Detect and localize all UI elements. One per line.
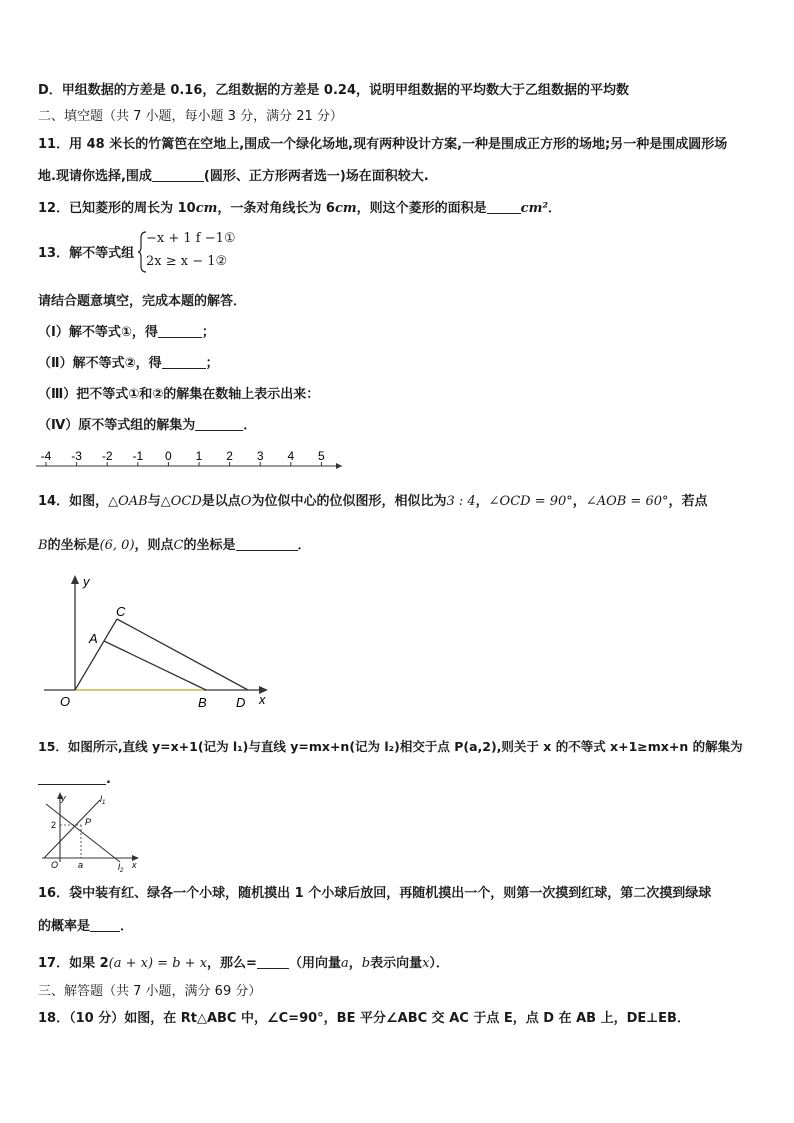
q13-step4-blank[interactable] <box>195 416 243 431</box>
number-line-tick-label: 4 <box>287 449 295 463</box>
q16-text-a: 的概率是 <box>38 919 91 934</box>
q12-unit-cm2: cm² <box>520 201 549 216</box>
q14-point-b: B <box>38 538 48 553</box>
q14-text-j: 的坐标是 <box>183 538 236 553</box>
q13-step4-text: （Ⅳ）原不等式组的解集为 <box>38 418 196 433</box>
number-line-tick-label: 2 <box>226 449 233 463</box>
q13-step2-text: （Ⅱ）解不等式②，得 <box>38 356 162 371</box>
q14-text-i: ，则点 <box>134 538 174 553</box>
q14-text-e: ， <box>475 494 489 509</box>
q17-answer-blank[interactable] <box>257 954 289 969</box>
fig14-label-c: C <box>116 604 126 619</box>
q12-unit-cm: cm <box>195 201 218 216</box>
q14-coord-b: (6, 0) <box>99 538 135 553</box>
number-line-tick-label: 5 <box>318 449 325 463</box>
fig15-label-l1-sub: 1 <box>102 800 106 806</box>
q15-text: 15．如图所示,直线 y=x+1(记为 l₁)与直线 y=mx+n(记为 l₂)相交于点 P(a,2),则关于 x 的不等式 x+1≥mx+n 的解集为 <box>38 739 743 754</box>
fig14-label-y: y <box>83 574 90 589</box>
q14-text-g: ，若点 <box>668 494 708 509</box>
number-line-tick-label: -3 <box>71 449 82 463</box>
fig14-label-b: B <box>198 695 207 710</box>
q17-vector-a: a <box>340 956 349 971</box>
q14-line2 <box>38 536 311 555</box>
q13-step2-blank[interactable] <box>162 354 206 369</box>
fig14-label-o: O <box>60 694 71 709</box>
number-line-tick-label: 3 <box>256 449 264 463</box>
q13-step2-end: ； <box>205 356 219 371</box>
q13-step1-text: （Ⅰ）解不等式①，得 <box>38 325 158 340</box>
q16-line1: 16．袋中装有红、绿各一个小球，随机摸出 1 个小球后放回，再随机摸出一个，则第一次摸到红球，第二次摸到绿球 <box>38 886 712 901</box>
q14-answer-blank[interactable] <box>236 536 298 551</box>
q14-text-d: 为位似中心的位似图形，相似比为 <box>251 494 447 509</box>
fig15-label-2: 2 <box>51 820 57 830</box>
q14-triangle-ocd: △OCD <box>160 494 202 509</box>
fig14-label-a: A <box>89 631 98 646</box>
fig15-label-x: x <box>132 860 137 870</box>
q13-label: 13．解不等式组 <box>38 246 135 261</box>
q14-triangle-oab: △OAB <box>108 494 148 509</box>
q13-inequality-2: 2x ≥ x − 1② <box>146 254 228 269</box>
q15-end: . <box>106 772 111 787</box>
q13-intro: 请结合题意填空，完成本题的解答． <box>38 294 247 309</box>
fig15-label-l2-letter: l <box>118 862 120 872</box>
q17-text-d: ， <box>348 956 362 971</box>
q13-step2 <box>38 354 219 373</box>
q14-figure <box>40 572 280 712</box>
q15-answer-line <box>38 770 111 789</box>
number-line-tick-label: 1 <box>195 449 203 463</box>
q14-text-k: ． <box>297 538 311 553</box>
q12-text-b: ，一条对角线长为 6 <box>217 201 335 216</box>
option-d: D．甲组数据的方差是 0.16，乙组数据的方差是 0.24，说明甲组数据的平均数大于乙组数据的平均数 <box>38 83 629 98</box>
fig15-label-p: P <box>85 817 92 827</box>
q14-ratio: 3 : 4 <box>446 494 476 509</box>
q18-text: 18．（10 分）如图，在 Rt△ABC 中，∠C=90°，BE 平分∠ABC 交 AC 于点 E，点 D 在 AB 上，DE⊥EB． <box>38 1011 690 1026</box>
q11-text-a: 地.现请你选择,围成 <box>38 169 152 184</box>
q14-point-o: O <box>240 494 252 509</box>
section-3-heading: 三、解答题（共 7 小题，满分 69 分） <box>38 984 262 999</box>
q11-line2 <box>38 167 429 186</box>
q12-text-a: 12．已知菱形的周长为 10 <box>38 201 196 216</box>
q11-text-b: (圆形、正方形两者选一)场在面积较大. <box>203 169 429 184</box>
number-line-tick-label: -4 <box>40 449 52 463</box>
q12-answer-blank[interactable] <box>487 199 521 214</box>
q17 <box>38 954 449 973</box>
q11-line1: 11．用 48 米长的竹篱笆在空地上,围成一个绿化场地,现有两种设计方案,一种是围成正方形的场地;另一种是围成圆形场 <box>38 137 728 152</box>
q16-answer-blank[interactable] <box>90 917 120 932</box>
section-2-heading: 二、填空题（共 7 小题，每小题 3 分，满分 21 分） <box>38 109 343 124</box>
fig14-label-d: D <box>236 695 246 710</box>
q14-line1 <box>38 493 708 511</box>
q14-text-b: 与 <box>147 494 161 509</box>
number-line <box>36 446 346 474</box>
q13-step3: （Ⅲ）把不等式①和②的解集在数轴上表示出来： <box>38 387 320 402</box>
q13-step4-end: ． <box>243 418 257 433</box>
q12-end: ． <box>548 201 562 216</box>
q13-inequality-1: −x + 1 f −1① <box>146 231 236 246</box>
q17-expression: (a + x) = b + x <box>108 956 208 971</box>
q14-point-c: C <box>173 538 184 553</box>
q17-text-c: （用向量 <box>288 956 341 971</box>
fig15-label-y: y <box>61 793 66 803</box>
q15-answer-blank[interactable] <box>38 770 106 785</box>
q13-step1 <box>38 323 215 342</box>
q15-figure <box>38 790 148 874</box>
q13-step1-blank[interactable] <box>158 323 202 338</box>
q12-text-c: ，则这个菱形的面积是 <box>356 201 487 216</box>
number-line-tick-label: 0 <box>165 449 172 463</box>
q11-answer-blank[interactable] <box>152 167 204 182</box>
q14-text-h: 的坐标是 <box>47 538 100 553</box>
number-line-tick-label: -1 <box>132 449 144 463</box>
q12 <box>38 199 561 218</box>
q13-step1-end: ； <box>201 325 215 340</box>
q14-text-f: ， <box>572 494 586 509</box>
q17-text-f: ）． <box>429 956 449 971</box>
q17-text-b: ，那么= <box>207 956 257 971</box>
number-line-tick-label: -2 <box>101 449 113 463</box>
q14-text-a: 14．如图， <box>38 494 109 509</box>
q14-angle-aob: ∠AOB = 60° <box>585 494 669 509</box>
q17-text-e: 表示向量 <box>370 956 423 971</box>
q17-vector-b: b <box>361 956 371 971</box>
q13-step4 <box>38 416 256 435</box>
fig14-label-x: x <box>259 692 266 707</box>
q17-vector-x: x <box>422 956 430 971</box>
fig15-label-l2-sub: 2 <box>120 868 124 874</box>
q14-angle-ocd: ∠OCD = 90° <box>488 494 573 509</box>
q16-line2 <box>38 917 133 936</box>
fig15-label-o: O <box>51 860 59 870</box>
q16-text-b: ． <box>120 919 134 934</box>
fig15-label-l2 <box>118 862 124 874</box>
q12-unit-cm-2: cm <box>334 201 357 216</box>
fig15-label-l1-letter: l <box>100 794 102 804</box>
fig15-label-l1 <box>100 794 105 806</box>
q17-text-a: 17．如果 2 <box>38 956 109 971</box>
fig15-label-a: a <box>78 860 84 870</box>
q14-text-c: 是以点 <box>201 494 241 509</box>
